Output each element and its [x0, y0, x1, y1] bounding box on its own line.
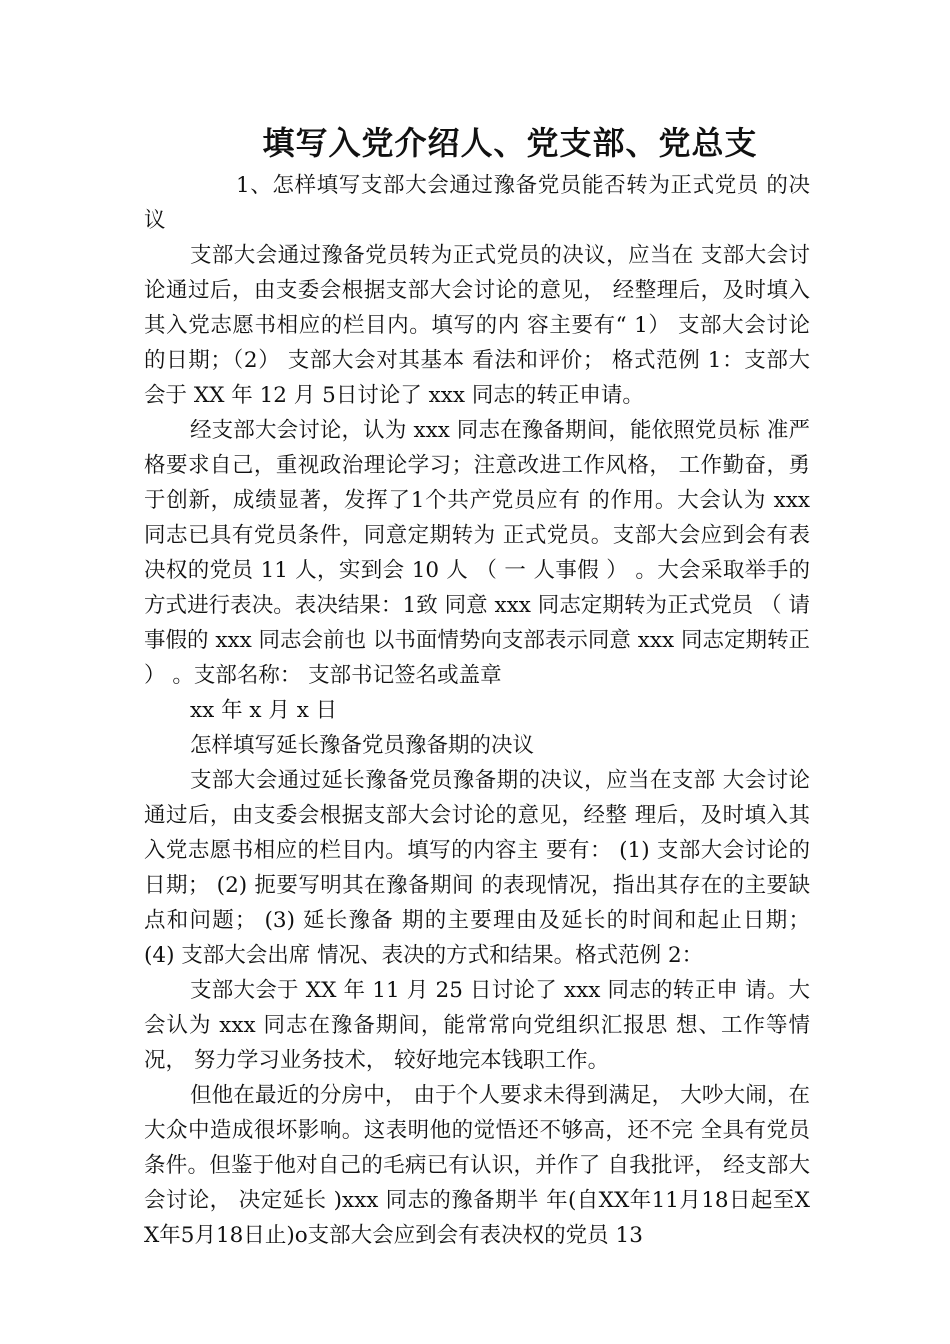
section-subheading: 1、怎样填写支部大会通过豫备党员能否转为正式党员 的决议 — [144, 173, 810, 233]
paragraph: 但他在最近的分房中， 由于个人要求未得到满足， 大吵大闹，在大众中造成很坏影响。这表明他的觉悟还不够高，还不完 全具有党员条件。但鉴于他对自己的毛病已有认识，并作了 自我批评， 经支部大会讨论， 决定延长 )xxx 同志的豫备期半 年(自XX年11月18日起至XX年5月18日止)o支部大会应到会有表决权的党员 13 — [144, 1083, 810, 1248]
paragraph: 经支部大会讨论，认为 xxx 同志在豫备期间，能依照党员标 准严格要求自己，重视政治理论学习；注意改进工作风格， 工作勤奋，勇于创新，成绩显著，发挥了1个共产党员应有 的作用。大会认为 xxx 同志已具有党员条件，同意定期转为 正式党员。支部大会应到会有表决权的党员 11 人，实到会 10 人 （ 一 人事假 ） 。大会采取举手的方式进行表决。表决结果：1致 同意 xxx 同志定期转为正式党员 （ 请事假的 xxx 同志会前也 以书面情势向支部表示同意 xxx 同志定期转正 ） 。支部名称： 支部书记签名或盖章 — [144, 418, 810, 688]
paragraph: 支部大会于 XX 年 11 月 25 日讨论了 xxx 同志的转正申 请。大会认为 xxx 同志在豫备期间，能常常向党组织汇报思 想、工作等情况， 努力学习业务技术， 较好地完本钱职工作。 — [144, 978, 810, 1073]
date-line: xx 年 x 月 x 日 — [190, 698, 338, 723]
paragraph: 支部大会通过延长豫备党员豫备期的决议，应当在支部 大会讨论通过后，由支委会根据支部大会讨论的意见，经整 理后，及时填入其入党志愿书相应的栏目内。填写的内容主 要有： (1) 支部大会讨论的日期； (2) 扼要写明其在豫备期间 的表现情况，指出其存在的主要缺点和问题； (3) 延长豫备 期的主要理由及延长的时间和起止日期； (4) 支部大会出席 情况、表决的方式和结果。格式范例 2： — [144, 768, 810, 968]
paragraph: 支部大会通过豫备党员转为正式党员的决议，应当在 支部大会讨论通过后，由支委会根据支部大会讨论的意见， 经整理后，及时填入其入党志愿书相应的栏目内。填写的内 容主要有“ 1） 支部大会讨论的日期；（2） 支部大会对其基本 看法和评价； 格式范例 1：支部大会于 XX 年 12 月 5日讨论了 xxx 同志的转正申请。 — [144, 243, 810, 408]
section-heading: 怎样填写延长豫备党员豫备期的决议 — [190, 733, 535, 758]
document-title: 填写入党介绍人、党支部、党总支 — [262, 124, 758, 162]
document-body — [144, 168, 810, 1253]
